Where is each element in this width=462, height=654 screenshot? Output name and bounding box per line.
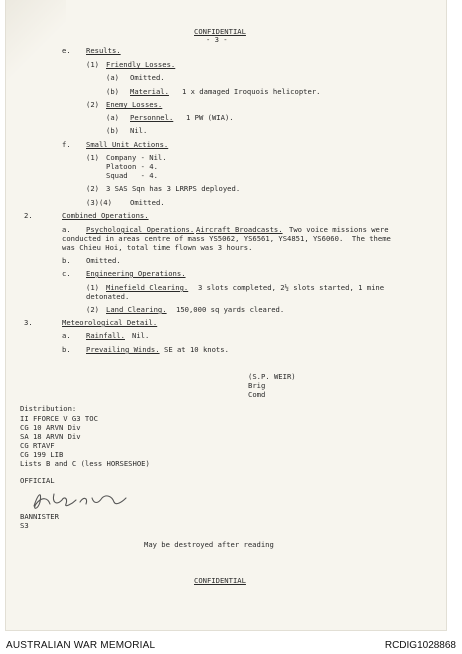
combined-c1-title: Minefield Clearing. (106, 283, 189, 292)
combined-a-label: a. (62, 225, 71, 234)
enemy-a-num: (a) (106, 113, 119, 122)
met-a-label: a. (62, 331, 71, 340)
footer-classification: CONFIDENTIAL (194, 576, 246, 585)
handwritten-signature (28, 486, 138, 514)
official-appointment: S3 (20, 521, 29, 530)
distribution-line: CG RTAVF (20, 441, 55, 450)
archive-reference: RCDIG1028868 (384, 640, 456, 651)
friendly-losses-num: (1) (86, 60, 99, 69)
page-fold-shading (6, 0, 66, 80)
enemy-losses-title: Enemy Losses. (106, 100, 163, 109)
small-unit-2-num: (2) (86, 184, 99, 193)
combined-c2-title: Land Clearing. (106, 305, 167, 314)
enemy-a-text: 1 PW (WIA). (186, 113, 234, 122)
section-3-num: 3. (24, 318, 33, 327)
distribution-line: SA 18 ARVN Div (20, 432, 81, 441)
distribution-title: Distribution: (20, 404, 77, 413)
combined-c-title: Engineering Operations. (86, 269, 186, 278)
section-2-title: Combined Operations. (62, 211, 149, 220)
distribution-line: Lists B and C (less HORSESHOE) (20, 459, 150, 468)
met-b-title: Prevailing Winds. (86, 345, 160, 354)
section-f-title: Small Unit Actions. (86, 140, 169, 149)
small-unit-3-text: Omitted. (130, 198, 165, 207)
official-label: OFFICIAL (20, 476, 55, 485)
small-unit-3-num: (3)(4) (86, 198, 112, 207)
friendly-b-text: 1 x damaged Iroquois helicopter. (182, 87, 321, 96)
distribution-line: II FFORCE V G3 TOC (20, 414, 98, 423)
met-b-text: SE at 10 knots. (164, 345, 229, 354)
combined-a-text2: conducted in areas centre of mass YS5062, YS6561, YS4851, YS6060. The theme (62, 234, 391, 243)
combined-a-title2: Aircraft Broadcasts. (196, 225, 283, 234)
section-f-label: f. (62, 140, 71, 149)
section-e-label: e. (62, 46, 71, 55)
small-unit-1-num: (1) (86, 153, 99, 162)
archive-footer (0, 632, 462, 654)
met-a-text: Nil. (132, 331, 150, 340)
combined-c1-text2: detonated. (86, 292, 130, 301)
enemy-b-num: (b) (106, 126, 119, 135)
archive-name: AUSTRALIAN WAR MEMORIAL (6, 640, 156, 651)
combined-a-text3: was Chieu Hoi, total time flown was 3 hours. (62, 243, 253, 252)
enemy-a-title: Personnel. (130, 113, 174, 122)
combined-a-title1: Psychological Operations. (86, 225, 195, 234)
enemy-losses-num: (2) (86, 100, 99, 109)
combined-b-label: b. (62, 256, 71, 265)
enemy-b-text: Nil. (130, 126, 148, 135)
page-number: - 3 - (206, 35, 228, 44)
distribution-line: CG 10 ARVN Div (20, 423, 81, 432)
document-page (6, 0, 446, 630)
combined-c-label: c. (62, 269, 71, 278)
section-e-title: Results. (86, 46, 121, 55)
combined-b-text: Omitted. (86, 256, 121, 265)
small-unit-company: Company - Nil. (106, 153, 167, 162)
combined-c1-num: (1) (86, 283, 99, 292)
friendly-a-num: (a) (106, 73, 119, 82)
small-unit-squad: Squad - 4. (106, 171, 158, 180)
combined-a-text1: Two voice missions were (289, 225, 389, 234)
destruction-note: May be destroyed after reading (144, 540, 274, 549)
combined-c2-text: 150,000 sq yards cleared. (176, 305, 285, 314)
distribution-line: CG 199 LIB (20, 450, 64, 459)
friendly-a-text: Omitted. (130, 73, 165, 82)
combined-c2-num: (2) (86, 305, 99, 314)
section-2-num: 2. (24, 211, 33, 220)
combined-c1-text: 3 slots completed, 2½ slots started, 1 mine (198, 283, 385, 292)
signatory-appointment: Comd (248, 390, 266, 399)
section-3-title: Meteorological Detail. (62, 318, 158, 327)
small-unit-2-text: 3 SAS Sqn has 3 LRRPS deployed. (106, 184, 241, 193)
signatory-name: (S.P. WEIR) (248, 372, 296, 381)
met-a-title: Rainfall. (86, 331, 125, 340)
met-b-label: b. (62, 345, 71, 354)
official-name: BANNISTER (20, 512, 59, 521)
header-classification: CONFIDENTIAL (194, 27, 246, 36)
friendly-b-num: (b) (106, 87, 119, 96)
signatory-rank: Brig (248, 381, 266, 390)
friendly-b-title: Material. (130, 87, 169, 96)
small-unit-platoon: Platoon - 4. (106, 162, 158, 171)
friendly-losses-title: Friendly Losses. (106, 60, 176, 69)
